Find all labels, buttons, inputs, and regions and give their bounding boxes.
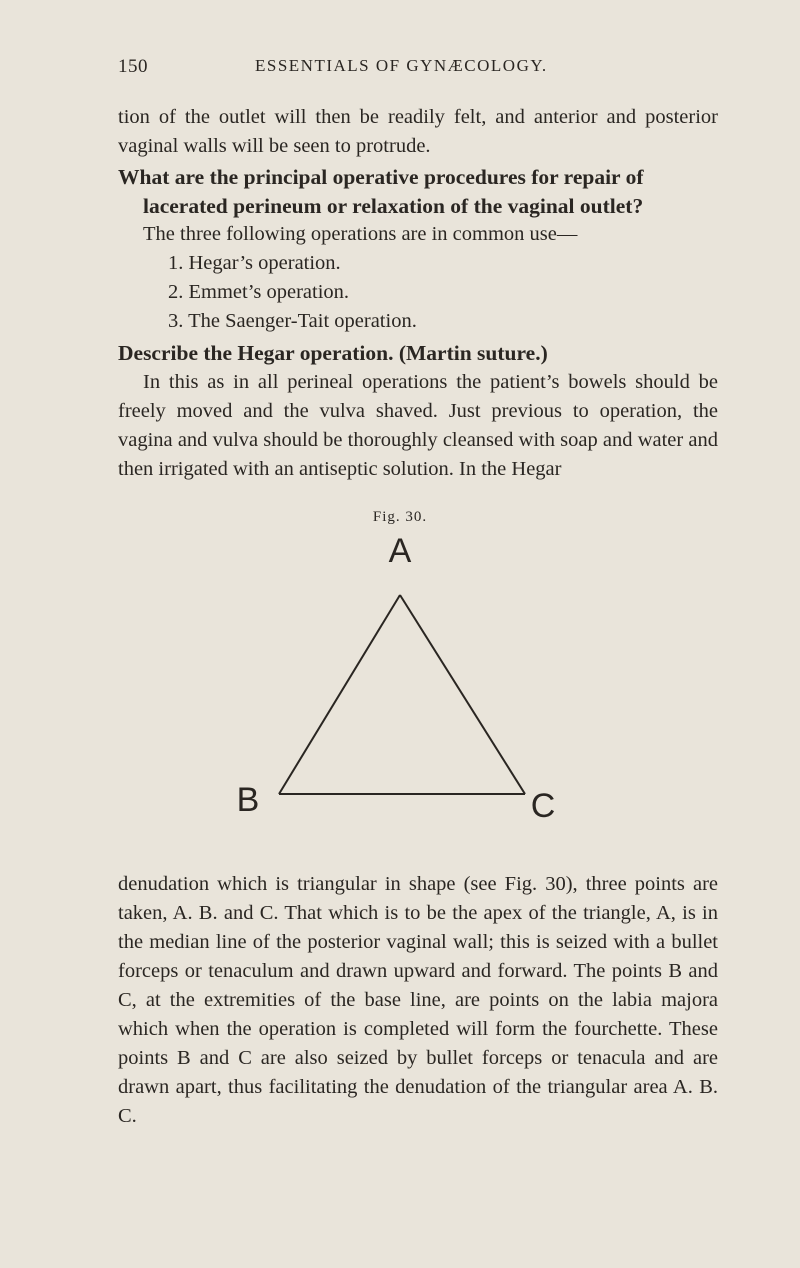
question-paren: (Martin suture.) — [398, 341, 548, 365]
triangle-left-side — [279, 595, 400, 794]
paragraph-hegar: In this as in all perineal operations the patient’s bowels should be freely moved and the vulva shaved. Just previous to operation, the vagina and vulva should be thoroughly cleansed with soap and water and then irrigated with an antiseptic solution. In the Hegar — [118, 371, 718, 480]
page-number: 150 — [118, 56, 148, 77]
question-heading-repair — [118, 163, 718, 221]
paragraph-continued: tion of the outlet will then be readily felt, and anterior and posterior vaginal walls will be seen to protrude. — [118, 106, 718, 157]
list-item: 2. Emmet’s operation. — [168, 281, 350, 303]
running-title: ESSENTIALS OF GYNÆCOLOGY. — [255, 56, 548, 75]
label-c: C — [530, 787, 556, 825]
question-line-1: What are the principal operative procedures for repair of — [118, 165, 644, 189]
list-item: 3. The Saenger-Tait operation. — [168, 310, 417, 332]
triangle-right-side — [400, 595, 525, 794]
label-b: B — [236, 781, 260, 819]
operations-list — [168, 249, 417, 336]
question-text: Describe the Hegar operation. — [118, 341, 394, 365]
label-a: A — [388, 532, 412, 570]
paragraph-denudation: denudation which is triangular in shape (see Fig. 30), three points are taken, A. B. and C. That which is to be the apex of the triangle, A, is in the median line of the posterior vaginal wall; this is seized with a bullet forceps or tenaculum and drawn upward and forward. The points B and C, at the extremities of the base line, are points on the labia majora which when the operation is completed will form the fourchette. These points B and C are also seized by bullet forceps or tenacula and are drawn apart, thus facilitating the denudation of the triangular area A. B. C. — [118, 873, 718, 1127]
question-line-2: lacerated perineum or relaxation of the vaginal outlet? — [143, 194, 644, 218]
operations-intro: The three following operations are in common use— — [143, 223, 578, 245]
triangle-figure — [180, 530, 620, 850]
figure-caption: Fig. 30. — [372, 509, 428, 525]
list-item: 1. Hegar’s operation. — [168, 252, 341, 274]
question-heading-hegar — [118, 339, 718, 368]
